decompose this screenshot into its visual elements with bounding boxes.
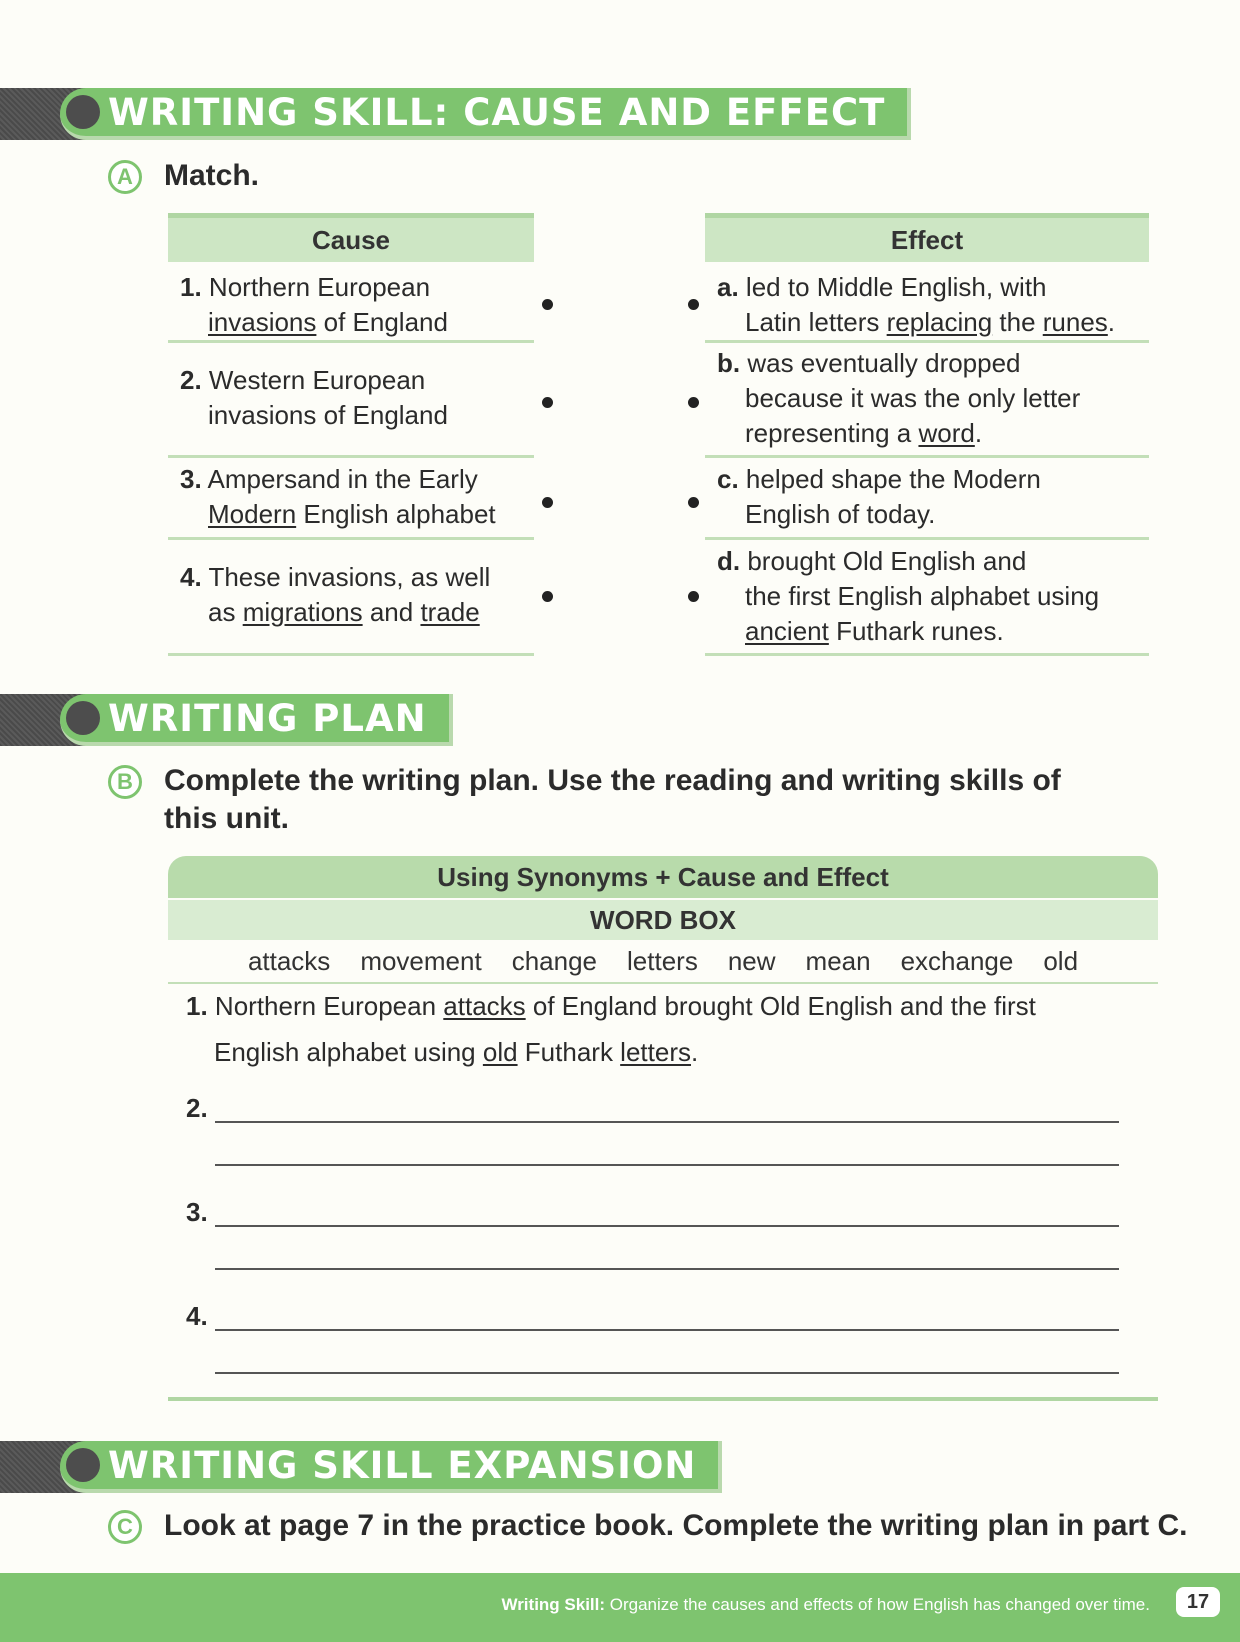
- answer-line-2b[interactable]: [215, 1164, 1119, 1166]
- word-list: [168, 940, 1158, 984]
- effect-item-a: a. led to Middle English, with Latin letters replacing the runes.: [705, 266, 1149, 343]
- cause-item-2: 2. Western European invasions of England: [168, 343, 534, 458]
- answer-line-3a[interactable]: [215, 1225, 1119, 1227]
- effect-item-c: c. helped shape the Modern English of today.: [705, 458, 1149, 540]
- effect-bullet-c[interactable]: [688, 497, 699, 508]
- effect-header: Effect: [705, 213, 1149, 262]
- section-title: WRITING SKILL: CAUSE AND EFFECT: [108, 90, 886, 134]
- word-box-title: Using Synonyms + Cause and Effect: [168, 856, 1158, 898]
- cause-header: Cause: [168, 213, 534, 262]
- effect-item-b: b. was eventually dropped because it was the only letter representing a word.: [705, 343, 1149, 458]
- letter-b-icon: B: [108, 765, 142, 799]
- answer-line-4a[interactable]: [215, 1329, 1119, 1331]
- word-item: old: [1043, 945, 1079, 976]
- page-number: 17: [1176, 1587, 1220, 1617]
- answer-line-2a[interactable]: [215, 1121, 1119, 1123]
- cause-bullet-1[interactable]: [542, 299, 553, 310]
- instruction-b: Complete the writing plan. Use the reading and writing skills of this unit.: [164, 764, 1061, 835]
- banner-bullet-icon: [66, 95, 100, 129]
- word-box-bottom-rule: [168, 1397, 1158, 1401]
- effect-bullet-b[interactable]: [688, 397, 699, 408]
- banner-bullet-icon: [66, 1448, 100, 1482]
- word-item: mean: [805, 945, 871, 976]
- word-box: [168, 856, 1158, 984]
- instruction-c: Look at page 7 in the practice book. Complete the writing plan in part C.: [164, 1509, 1188, 1542]
- footer-objective: Writing Skill: Organize the causes and effects of how English has changed over time.: [501, 1595, 1150, 1614]
- cause-item-4: 4. These invasions, as well as migrations and trade: [168, 540, 534, 656]
- word-item: attacks: [247, 945, 331, 976]
- answer-line-3b[interactable]: [215, 1268, 1119, 1270]
- instruction-a: Match.: [164, 159, 260, 192]
- example-sentence: 1. Northern European attacks of England brought Old English and the first English alphabet using old Futhark letters.: [186, 991, 1036, 1067]
- word-item: exchange: [900, 945, 1014, 976]
- word-item: change: [511, 945, 598, 976]
- word-item: movement: [360, 945, 482, 976]
- effect-bullet-a[interactable]: [688, 299, 699, 310]
- letter-a-icon: A: [108, 160, 142, 194]
- answer-number-3: 3.: [186, 1197, 208, 1227]
- section-title: WRITING SKILL EXPANSION: [108, 1443, 697, 1487]
- effect-bullet-d[interactable]: [688, 591, 699, 602]
- letter-c-icon: C: [108, 1510, 142, 1544]
- section-title: WRITING PLAN: [108, 696, 427, 740]
- cause-bullet-4[interactable]: [542, 591, 553, 602]
- word-item: new: [727, 945, 776, 976]
- cause-item-3: 3. Ampersand in the Early Modern English alphabet: [168, 458, 534, 540]
- banner-bullet-icon: [66, 701, 100, 735]
- page-footer: [0, 1573, 1240, 1642]
- word-box-subtitle: WORD BOX: [168, 900, 1158, 940]
- cause-bullet-3[interactable]: [542, 497, 553, 508]
- effect-item-d: d. brought Old English and the first English alphabet using ancient Futhark runes.: [705, 540, 1149, 656]
- cause-bullet-2[interactable]: [542, 397, 553, 408]
- answer-line-4b[interactable]: [215, 1372, 1119, 1374]
- answer-number-4: 4.: [186, 1301, 208, 1331]
- answer-number-2: 2.: [186, 1093, 208, 1123]
- word-item: letters: [627, 945, 698, 976]
- cause-item-1: 1. Northern European invasions of England: [168, 266, 534, 343]
